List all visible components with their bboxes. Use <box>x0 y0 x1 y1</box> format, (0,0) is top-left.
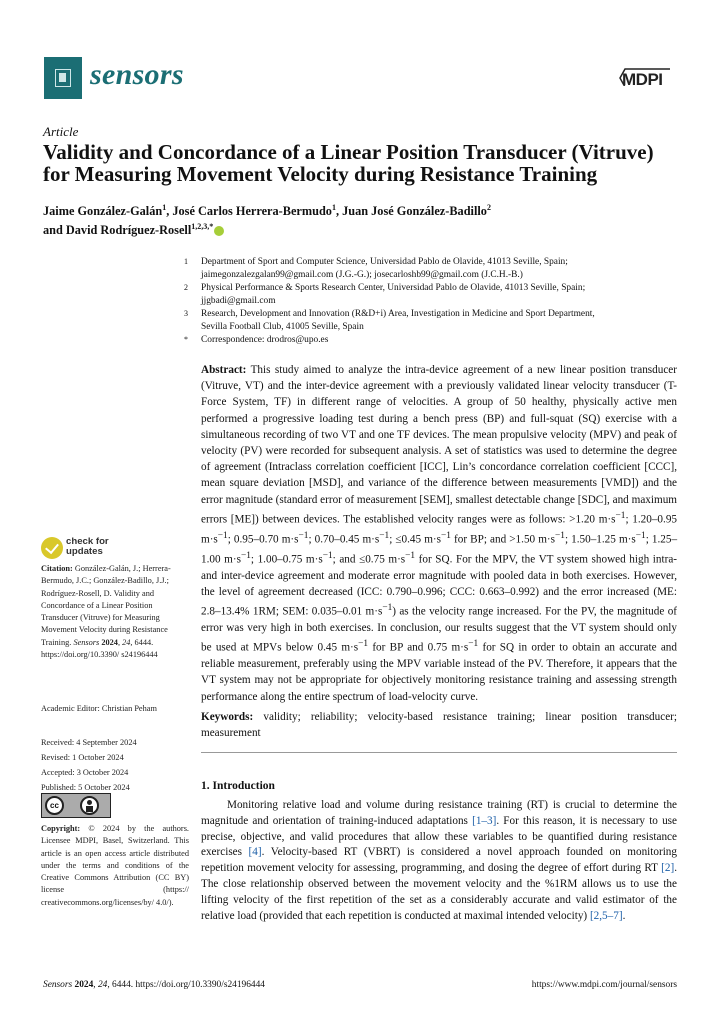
author-name[interactable]: José Carlos Herrera-Bermudo <box>172 204 332 219</box>
article-type: Article <box>43 124 79 139</box>
intro-paragraph: Monitoring relative load and volume during resistance training (RT) is crucial to determine the magnitude and orientation of training-induced adaptations [1–3]. For this reason, it is necessary to use precise, objective, and valid procedures that allow these variables to be quantified during resistance exercises [4]. Velocity-based RT (VBRT) is considered a novel approach founded on monitoring repetition movement velocity for assessing, programming, and dosing the degree of effort during RT [2]. The close relationship observed between the movement velocity and the %1RM allows us to use the lifting velocity of the first repetition of the set as a considerably accurate and valid estimator of the relative load (provided that each repetition is conducted at maximal intended velocity) [2,5–7]. <box>201 799 677 922</box>
cc-icon: cc <box>45 796 64 815</box>
author-list: Jaime González-Galán$^1$, José Carlos Herrera-Bermudo$^1$, Juan José González-Badillo$^2$ and David Rodríguez-Rosell$^{1,2,3,*}$ <box>43 203 491 238</box>
divider <box>201 752 677 753</box>
mdpi-logo <box>622 70 676 92</box>
affiliation: 3 Research, Development and Innovation (R&D+i) Area, Investigation in Medicine and Sport Department, Sevilla Football Club, 41005 Seville, Spain <box>184 309 595 332</box>
check-icon <box>41 537 63 559</box>
publisher-name: MDPI <box>622 70 663 89</box>
orcid-icon[interactable] <box>214 226 224 236</box>
author-name[interactable]: Jaime González-Galán <box>43 204 163 219</box>
check-for-updates-button[interactable]: check for updates <box>41 535 141 561</box>
publication-dates: Received: 4 September 2024 Revised: 1 October 2024 Accepted: 3 October 2024 Published: 5 October 2024 <box>41 738 137 792</box>
journal-name: sensors <box>90 58 184 91</box>
academic-editor: Academic Editor: Christian Peham <box>41 704 157 713</box>
page-title: Validity and Concordance of a Linear Position Transducer (Vitruve) for Measuring Movement Velocity during Resistance Training <box>43 140 654 186</box>
sensors-logo-icon <box>44 57 82 99</box>
author-name[interactable]: Juan José González-Badillo <box>342 204 487 219</box>
keywords: Keywords: validity; reliability; velocity-based resistance training; linear position transducer; measurement <box>201 711 678 739</box>
citation-link[interactable]: [1–3] <box>472 814 497 827</box>
abstract-label: Abstract: <box>201 364 247 376</box>
affiliation: 1 Department of Sport and Computer Science, Universidad Pablo de Olavide, 41013 Seville, Spain; jaimegonzalezgalan99@gmail.com (J.G.-G.); josecarloshb99@gmail.com (J.C.H.-B.) <box>184 257 568 280</box>
citation-link[interactable]: [2,5–7] <box>589 909 623 922</box>
by-person-icon <box>80 796 99 815</box>
footer-journal-link[interactable]: https://www.mdpi.com/journal/sensors <box>531 980 677 990</box>
citation-link[interactable]: [2] <box>661 862 675 875</box>
citation-link[interactable]: [4] <box>248 846 262 859</box>
correspondence: * Correspondence: drodros@upo.es <box>184 335 329 345</box>
footer-citation: Sensors 2024, 24, 6444. https://doi.org/10.3390/s24196444 <box>43 980 265 990</box>
copyright-notice: Copyright: © 2024 by the authors. Licensee MDPI, Basel, Switzerland. This article is an open access article distributed under the terms and conditions of the Creative Commons Attribution (CC BY) license (https:// creativecommons.org/licenses/by/ 4.0/). <box>41 824 189 907</box>
section-heading: 1. Introduction <box>201 780 275 792</box>
affiliation: 2 Physical Performance & Sports Research Center, Universidad Pablo de Olavide, 41013 Seville, Spain; jjgbadi@gmail.com <box>184 283 586 306</box>
author-name[interactable]: David Rodríguez-Rosell <box>65 223 192 238</box>
cc-by-license-badge[interactable] <box>41 793 111 818</box>
abstract: Abstract: This study aimed to analyze the intra-device agreement of a new linear position transducer (Vitruve, VT) and the inter-device agreement with a previously validated linear velocity transducer (T-Force System, TF) in different range of velocities. A group of 50 healthy, physically active men performed a progressive loading test during a bench press (BP) and full-squat (SQ) exercise with a simultaneous recording of two VT and one TF devices. The mean propulsive velocity (MPV) and peak of velocity (PV) were recorded for subsequent analysis. A set of statistics was used to determine the degree of agreement (Intraclass correlation coefficient [ICC], Lin’s concordance correlation coefficient [CCC], mean square deviation [MSD], and variance of the difference between measurements [VMD]) and the error magnitude (standard error of measurement [SEM], smallest detectable change [SDC], and maximum errors [ME]) between devices. The established velocity ranges were as follows: >1.20 $m\cdot s^{-1}$; 1.20–0.95 $m\cdot s^{-1}$; 0.95–0.70 $m\cdot s^{-1}$; 0.70–0.45 $m\cdot s^{-1}$; ≤0.45 $m\cdot s^{-1}$ for BP; and >1.50 $m\cdot s^{-1}$; 1.50–1.25 $m\cdot s^{-1}$; 1.25–1.00 $m\cdot s^{-1}$; 1.00–0.75 $m\cdot s^{-1}$; and ≤0.75 $m\cdot s^{-1}$ for SQ. For the MPV, the VT system showed high intra- and inter-device agreement and moderate error magnitude with pooled data in both exercises. However, the level of agreement decreased (ICC: 0.790–0.996; CCC: 0.663–0.992) and the error increased (ME: 2.8–13.4% 1RM; SEM: 0.035–0.01 $m\cdot s^{-1}$) as the velocity range increased. For the PV, the magnitude of error was very high in both exercises. In conclusion, our results suggest that the VT system should only be used at MPVs below 0.45 $m\cdot s^{-1}$ for BP and 0.75 $m\cdot s^{-1}$ for SQ in order to obtain an accurate and reliable measurement, preferably using the MPV variable instead of the PV. Therefore, it appears that the VT system may not be appropriate for objectively monitoring resistance training and assessing strength performance along the entire spectrum of load-velocity curve. <box>201 364 678 703</box>
citation-block: Citation: González-Galán, J.; Herrera-Bermudo, J.C.; González-Badillo, J.J.; Rodríguez-Rosell, D. Validity and Concordance of a Linear Position Transducer (Vitruve) for Measuring Movement Velocity during Resistance Training. Sensors 2024, 24, 6444. https://doi.org/10.3390/ s24196444 <box>41 564 171 660</box>
